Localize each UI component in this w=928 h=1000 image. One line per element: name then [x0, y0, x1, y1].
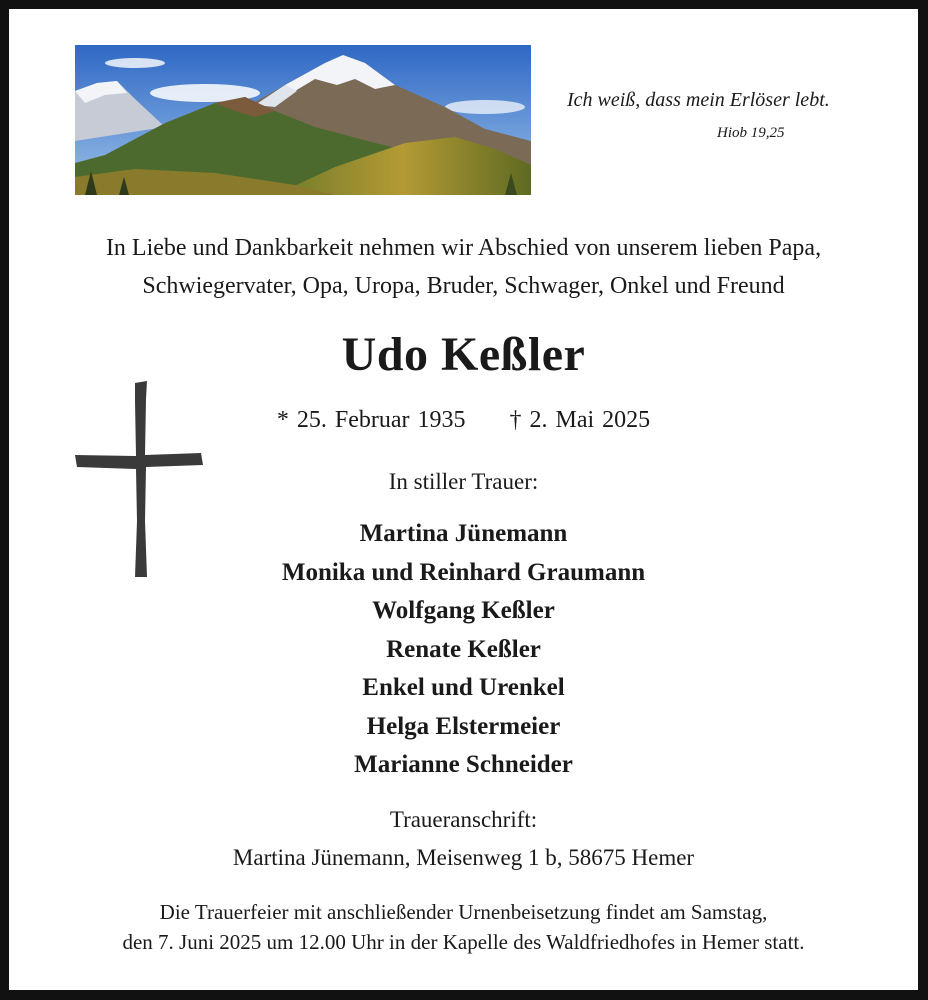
- birth-date: * 25. Februar 1935: [276, 407, 466, 433]
- mourner-name: Marianne Schneider: [354, 751, 573, 778]
- intro-line-2: Schwiegervater, Opa, Uropa, Bruder, Schwager, Onkel und Freund: [142, 273, 785, 299]
- deceased-name: Udo Keßler: [341, 328, 586, 381]
- mourning-label: In stiller Trauer:: [388, 469, 539, 494]
- mourner-name: Martina Jünemann: [359, 520, 568, 547]
- bible-quote: Ich weiß, dass mein Erlöser lebt.: [567, 89, 830, 111]
- service-line-1: Die Trauerfeier mit anschließender Urnenbeisetzung findet am Samstag,: [159, 900, 768, 924]
- funeral-service-info: [9, 897, 918, 957]
- mourner-list: [9, 515, 918, 785]
- mourning-address: Martina Jünemann, Meisenweg 1 b, 58675 Hemer: [232, 845, 695, 870]
- mourner-name: Enkel und Urenkel: [362, 674, 565, 701]
- mourner-name: Monika und Reinhard Graumann: [281, 558, 646, 586]
- mountain-landscape-photo: [75, 45, 531, 195]
- mourner-name: Helga Elstermeier: [366, 712, 561, 740]
- death-date: † 2. Mai 2025: [509, 407, 651, 433]
- mourner-name: Renate Keßler: [386, 635, 541, 663]
- bible-quote-source: Hiob 19,25: [717, 125, 785, 141]
- intro-text: [9, 229, 918, 305]
- intro-line-1: In Liebe und Dankbarkeit nehmen wir Abschied von unserem lieben Papa,: [105, 235, 822, 261]
- address-label: Traueranschrift:: [389, 807, 538, 832]
- obituary-notice: [9, 9, 918, 990]
- mourner-name: Wolfgang Keßler: [372, 597, 555, 624]
- service-line-2: den 7. Juni 2025 um 12.00 Uhr in der Kapelle des Waldfriedhofes in Hemer statt.: [122, 930, 805, 954]
